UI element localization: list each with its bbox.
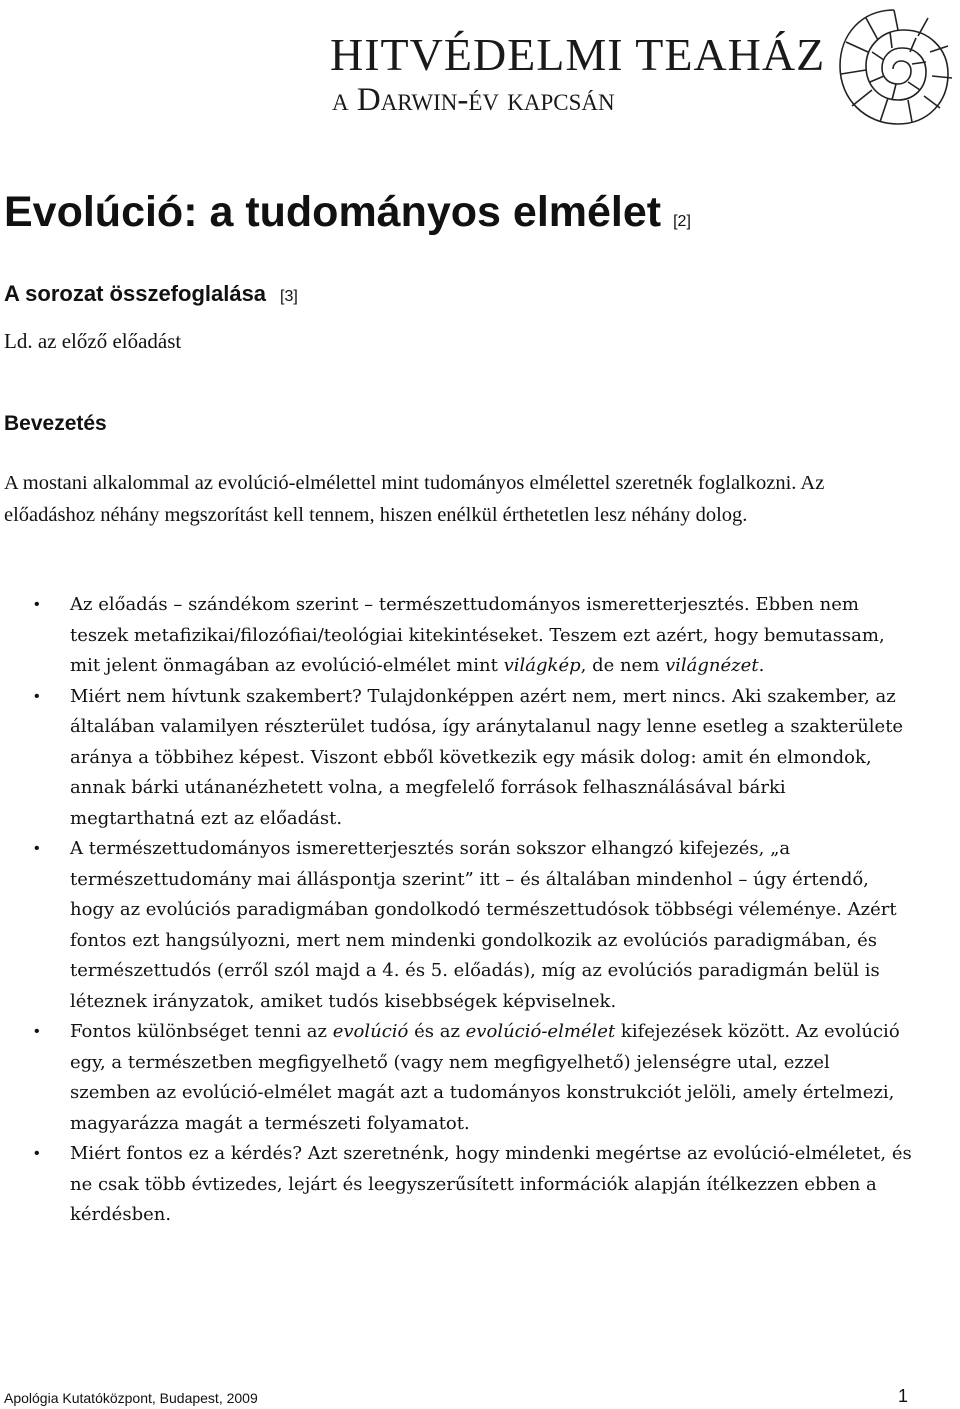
bullet-emphasis: világnézet bbox=[665, 655, 759, 676]
section-heading: Bevezetés bbox=[4, 412, 107, 435]
bullet-marker: • bbox=[34, 1145, 40, 1162]
bullet-text: A természettudományos ismeretterjesztés során sokszor elhangzó kifejezés, „a természettudomány mai álláspontja szerint” itt – és általában mindenhol – úgy értendő, hogy az evolúciós paradigmában gondolkodó természettudósok többségi véleménye. Azért fontos ezt hangsúlyozni, mert nem mindenki gondolkozik az evolúciós paradigmában, és természettudós (erről szól majd a 4. és 5. előadás), míg az evolúciós paradigmán belül is léteznek irányzatok, amiket tudós kisebbségek képviselnek. bbox=[70, 838, 897, 1012]
masthead-subtitle: a Darwin-év kapcsán bbox=[332, 82, 615, 118]
title-reference: [2] bbox=[673, 213, 691, 230]
bullet-text: . bbox=[758, 655, 765, 676]
bullet-text: és az bbox=[408, 1021, 466, 1042]
subtitle-text: A sorozat összefoglalása bbox=[4, 281, 267, 306]
bullet-text: Miért nem hívtunk szakembert? Tulajdonképpen azért nem, mert nincs. Aki szakember, az általában valamilyen részterület tudósa, így aránytalanul nagy lenne esetleg a szakterülete aránya a többihez képest. Viszont ebből következik egy másik dolog: amit én elmondok, annak bárki utánanézhetett volna, a megfelelő források felhasználásával bárki megtarthatná ezt az előadást. bbox=[70, 685, 904, 829]
intro-paragraph: A mostani alkalommal az evolúció-elmélettel mint tudományos elmélettel szeretnék foglalkozni. Az előadáshoz néhány megszorítást kell tennem, hiszen enélkül érthetetlen lesz néhány dolog. bbox=[4, 472, 825, 526]
bullet-emphasis: világkép bbox=[503, 655, 581, 676]
bullet-text: Miért fontos ez a kérdés? Azt szeretnénk, hogy mindenki megértse az evolúció-elméletet, és ne csak több évtizedes, lejárt és leegyszerűsített információk alapján ítélkezzen ebben a kérdésben. bbox=[70, 1143, 912, 1225]
footer-publisher: Apológia Kutatóközpont, Budapest, 2009 bbox=[4, 1390, 258, 1406]
bullet-item bbox=[0, 682, 960, 835]
bullet-emphasis: evolúció bbox=[332, 1021, 409, 1042]
page-number: 1 bbox=[897, 1386, 908, 1406]
bullet-item bbox=[0, 834, 960, 1017]
subtitle-reference: [3] bbox=[280, 288, 298, 305]
bullet-text: Az előadás – szándékom szerint – természettudományos ismeretterjesztés. Ebben nem teszek metafizikai/filozófiai/teológiai kitekintéseket. Teszem ezt azért, hogy bemutassam, mit jelent önmagában az evolúció-elmélet mint bbox=[70, 594, 885, 676]
bullet-marker: • bbox=[34, 840, 40, 857]
bullet-marker: • bbox=[34, 687, 40, 705]
bullet-text: Fontos különbséget tenni az bbox=[70, 1021, 333, 1042]
bullet-list bbox=[0, 590, 960, 1231]
bullet-text: kifejezések között. Az evolúció egy, a természetben megfigyelhető (vagy nem megfigyelhető) jelenségre utal, ezzel szemben az evolúció-elmélet magát azt a tudományos konstrukciót jelöli, amely értelmezi, magyarázza magát a természeti folyamatot. bbox=[70, 1021, 900, 1134]
see-previous-note: Ld. az előző előadást bbox=[4, 329, 182, 353]
page-title bbox=[4, 188, 691, 237]
bullet-marker: • bbox=[34, 596, 40, 613]
masthead-title: HITVÉDELMI TEAHÁZ bbox=[330, 29, 826, 80]
bullet-marker: • bbox=[34, 1023, 40, 1040]
bullet-item bbox=[0, 590, 960, 682]
bullet-item bbox=[0, 1139, 960, 1231]
bullet-item bbox=[0, 1017, 960, 1139]
nautilus-shell-icon bbox=[832, 2, 956, 130]
bullet-text: , de nem bbox=[580, 655, 665, 676]
series-subtitle bbox=[4, 281, 298, 307]
bullet-emphasis: evolúció-elmélet bbox=[465, 1021, 616, 1042]
page-title-text: Evolúció: a tudományos elmélet bbox=[4, 188, 662, 236]
